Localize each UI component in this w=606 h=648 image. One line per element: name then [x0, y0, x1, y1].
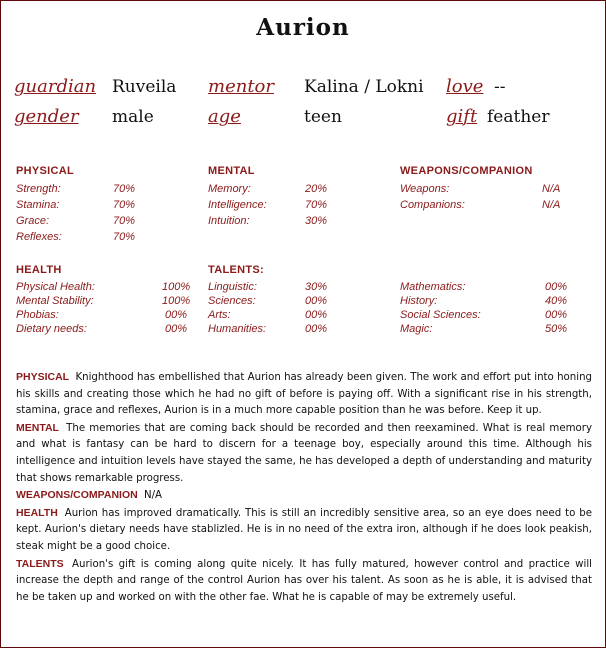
stat-value: 100% [162, 295, 191, 307]
notes-section [16, 369, 592, 606]
stat-label: Intuition: [208, 215, 250, 227]
stat-label: Intelligence: [208, 199, 267, 211]
guardian-label: guardian [14, 76, 97, 97]
mental-title: MENTAL [208, 165, 255, 177]
mentor-value: Kalina / Lokni [304, 77, 424, 97]
stat-label: Phobias: [16, 309, 59, 321]
gender-value: male [112, 107, 154, 127]
note-talents [16, 556, 592, 607]
note-heading: HEALTH [16, 506, 58, 519]
page-title: Aurion [256, 14, 350, 41]
note-mental [16, 420, 592, 487]
stat-label: Mental Stability: [16, 295, 94, 307]
note-text: Aurion has improved dramatically. This is still an incredibly sensitive area, so an eye does need to be kept. Aurion's dietary needs have stablizled. He is in no need of the extra iron, although if he does look peakish, steak might be a good choice. [16, 507, 592, 552]
stat-value: 100% [162, 281, 191, 293]
stat-label: Dietary needs: [16, 323, 87, 335]
age-label: age [208, 106, 241, 127]
stat-value: 30% [305, 281, 328, 293]
stat-value: 00% [305, 309, 328, 321]
stat-value: 70% [113, 231, 136, 243]
stat-label: History: [400, 295, 438, 307]
stat-label: Grace: [16, 215, 50, 227]
note-health [16, 505, 592, 556]
stat-label: Social Sciences: [400, 309, 481, 321]
stat-label: Linguistic: [208, 281, 257, 293]
talents-title: TALENTS: [208, 264, 264, 276]
stat-label: Weapons: [400, 183, 450, 195]
note-text: The memories that are coming back should be recorded and then reexamined. What is real memory and what is fantasy can be hard to discern for a teenage boy, especially around this time. Although his intelligence and intuition levels have stayed the same, he has developed a depth of understanding and maturity that shows remarkable progress. [16, 422, 592, 484]
stat-label: Physical Health: [16, 281, 95, 293]
physical-title: PHYSICAL [16, 165, 75, 177]
stat-value: 20% [305, 183, 328, 195]
stat-label: Sciences: [208, 295, 256, 307]
stat-label: Magic: [400, 323, 433, 335]
note-text: N/A [143, 490, 163, 502]
stat-value: 70% [113, 199, 136, 211]
stat-label: Humanities: [208, 323, 267, 335]
stat-value: 00% [305, 323, 328, 335]
stat-label: Mathematics: [400, 281, 466, 293]
guardian-value: Ruveila [112, 77, 177, 97]
note-heading: MENTAL [16, 421, 59, 434]
note-heading: TALENTS [16, 557, 64, 570]
love-label: love [446, 76, 484, 97]
stat-value: 00% [545, 309, 568, 321]
stat-value: 30% [305, 215, 328, 227]
stat-label: Strength: [16, 183, 61, 195]
stat-value: 00% [165, 309, 188, 321]
note-physical [16, 369, 592, 420]
stat-value: N/A [542, 199, 561, 211]
love-value: -- [494, 77, 506, 97]
stat-value: 40% [545, 295, 568, 307]
gift-label: gift [446, 106, 478, 127]
stat-value: 70% [113, 215, 136, 227]
note-heading: PHYSICAL [16, 371, 70, 383]
note-text: Aurion's gift is coming along quite nicely. It has fully matured, however control and practice will increase the depth and range of the control Aurion has over his talent. As soon as he is able, it is advised that he be taken up and worked on with the other fae. What he is capable of may be extremely useful. [16, 558, 592, 603]
weapons-title: WEAPONS/COMPANION [400, 165, 533, 177]
note-heading: WEAPONS/COMPANION [16, 489, 138, 502]
age-value: teen [304, 107, 342, 127]
health-title: HEALTH [16, 264, 62, 276]
stat-label: Reflexes: [16, 231, 62, 243]
stat-value: 00% [305, 295, 328, 307]
stat-value: 50% [545, 323, 568, 335]
stat-label: Memory: [208, 183, 251, 195]
note-text: Knighthood has embellished that Aurion has already been given. The work and effort put into honing his skills and creating those which he had no gift of before is paying off. With a significant rise in his strength, stamina, grace and reflexes, Aurion is in a much more capable position than he was before. Keep it up. [16, 372, 592, 417]
stat-label: Arts: [208, 309, 231, 321]
stat-value: 00% [165, 323, 188, 335]
stat-value: N/A [542, 183, 561, 195]
mentor-label: mentor [208, 76, 274, 97]
stat-label: Companions: [400, 199, 465, 211]
stat-value: 70% [113, 183, 136, 195]
gender-label: gender [14, 106, 79, 127]
note-weapons [16, 487, 592, 505]
gift-value: feather [487, 107, 550, 127]
stat-value: 70% [305, 199, 328, 211]
stat-label: Stamina: [16, 199, 60, 211]
stat-value: 00% [545, 281, 568, 293]
